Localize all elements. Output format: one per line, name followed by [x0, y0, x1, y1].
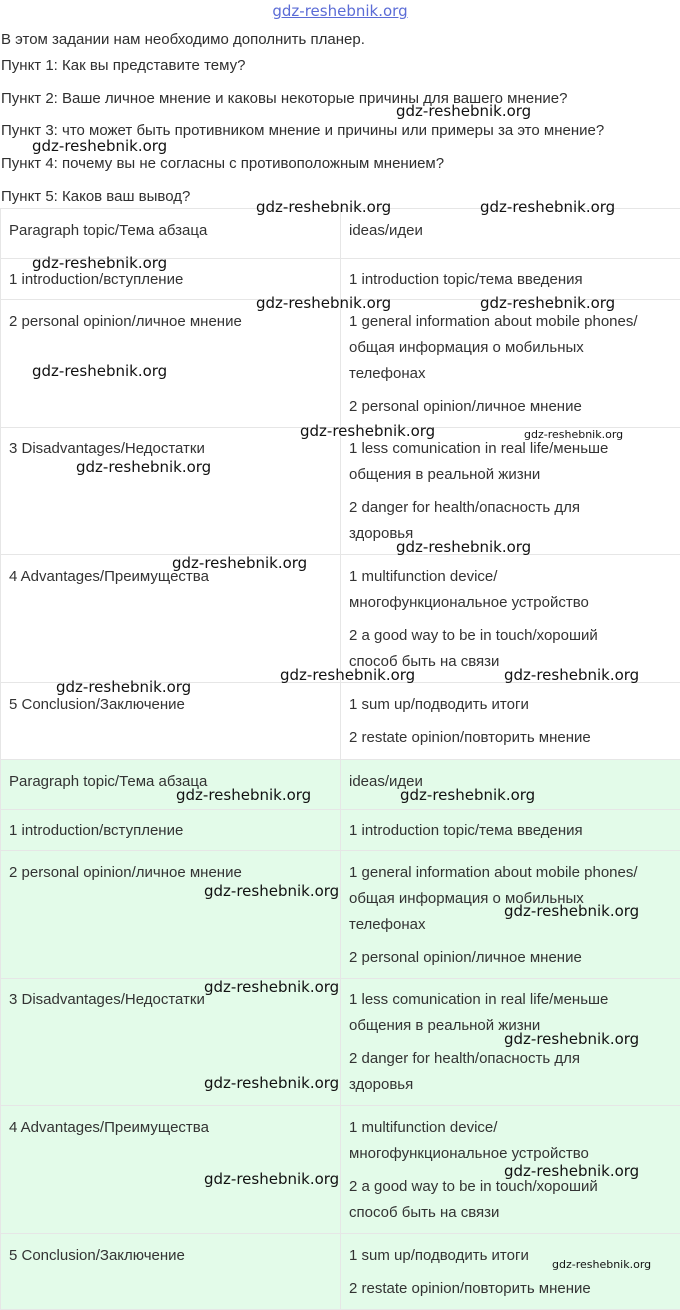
watermark: gdz-reshebnik.org	[76, 458, 212, 476]
watermark: gdz-reshebnik.org	[32, 137, 168, 155]
header-ideas: ideas/идеи	[349, 773, 423, 790]
intro-line: Пункт 2: Ваше личное мнение и каковы некоторые причины для вашего мнение?	[1, 90, 568, 107]
intro-line: Пункт 5: Каков ваш вывод?	[1, 188, 191, 205]
table-row	[1, 1106, 680, 1234]
table-header-row	[1, 209, 680, 259]
site-link[interactable]: gdz-reshebnik.org	[272, 2, 408, 20]
ideas-cell: 1 introduction topic/тема введения	[341, 810, 680, 851]
watermark: gdz-reshebnik.org	[204, 1074, 340, 1092]
table-row	[1, 300, 680, 428]
planner-table-highlighted	[0, 759, 680, 1310]
header-topic: Paragraph topic/Тема абзаца	[9, 222, 208, 239]
topic-cell: 5 Conclusion/Заключение	[1, 1234, 341, 1310]
ideas-cell: 1 introduction topic/тема введения	[341, 259, 680, 300]
ideas-cell: 1 less comunication in real life/меньше общения в реальной жизни 2 danger for health/опасность для здоровья	[341, 428, 680, 555]
ideas-cell: 1 less comunication in real life/меньше общения в реальной жизни 2 danger for health/опасность для здоровья	[341, 979, 680, 1106]
table-row	[1, 810, 680, 851]
intro-line: Пункт 1: Как вы представите тему?	[1, 57, 246, 74]
table-row	[1, 683, 680, 760]
watermark: gdz-reshebnik.org	[204, 978, 340, 996]
watermark: gdz-reshebnik.org	[504, 1030, 640, 1048]
header-topic: Paragraph topic/Тема абзаца	[9, 773, 208, 790]
header-ideas: ideas/идеи	[349, 222, 423, 239]
topic-cell: 5 Conclusion/Заключение	[1, 683, 341, 760]
ideas-cell: 1 general information about mobile phones/ общая информация о мобильных телефонах 2 personal opinion/личное мнение	[341, 851, 680, 979]
watermark: gdz-reshebnik.org	[204, 882, 340, 900]
watermark: gdz-reshebnik.org	[552, 1258, 652, 1271]
topic-cell: 3 Disadvantages/Недостатки	[1, 428, 341, 555]
ideas-cell: 1 multifunction device/ многофункциональное устройство 2 a good way to be in touch/хороший способ быть на связи	[341, 1106, 680, 1234]
ideas-cell: 1 sum up/подводить итоги 2 restate opinion/повторить мнение	[341, 1234, 680, 1310]
intro-line: В этом задании нам необходимо дополнить планер.	[1, 31, 365, 48]
ideas-cell: 1 general information about mobile phones/ общая информация о мобильных телефонах 2 personal opinion/личное мнение	[341, 300, 680, 428]
table-row	[1, 428, 680, 555]
intro-line: Пункт 3: что может быть противником мнение и причины или примеры за это мнение?	[1, 122, 605, 139]
ideas-cell: 1 multifunction device/ многофункциональное устройство 2 a good way to be in touch/хороший способ быть на связи	[341, 555, 680, 683]
topic-cell: 1 introduction/вступление	[1, 259, 341, 300]
header-cell	[1, 760, 341, 810]
watermark: gdz-reshebnik.org	[480, 294, 616, 312]
planner-table	[0, 208, 680, 760]
header-cell	[341, 209, 680, 259]
watermark: gdz-reshebnik.org	[396, 102, 532, 120]
table-header-row	[1, 760, 680, 810]
topic-cell: 1 introduction/вступление	[1, 810, 341, 851]
table-row	[1, 979, 680, 1106]
header-cell	[341, 760, 680, 810]
watermark: gdz-reshebnik.org	[524, 428, 624, 441]
watermark: gdz-reshebnik.org	[32, 362, 168, 380]
topic-cell: 4 Advantages/Преимущества	[1, 555, 341, 683]
ideas-cell: 1 sum up/подводить итоги 2 restate opinion/повторить мнение	[341, 683, 680, 760]
watermark: gdz-reshebnik.org	[300, 422, 436, 440]
watermark: gdz-reshebnik.org	[172, 554, 308, 572]
site-header	[0, 0, 680, 24]
table-row	[1, 259, 680, 300]
topic-cell: 2 personal opinion/личное мнение	[1, 300, 341, 428]
watermark: gdz-reshebnik.org	[256, 294, 392, 312]
watermark: gdz-reshebnik.org	[32, 254, 168, 272]
table-row	[1, 1234, 680, 1310]
topic-cell: 4 Advantages/Преимущества	[1, 1106, 341, 1234]
watermark: gdz-reshebnik.org	[504, 666, 640, 684]
topic-cell: 3 Disadvantages/Недостатки	[1, 979, 341, 1106]
table-row	[1, 555, 680, 683]
watermark: gdz-reshebnik.org	[480, 198, 616, 216]
table-row	[1, 851, 680, 979]
intro-line: Пункт 4: почему вы не согласны с противоположным мнением?	[1, 155, 445, 172]
watermark: gdz-reshebnik.org	[204, 1170, 340, 1188]
watermark: gdz-reshebnik.org	[56, 678, 192, 696]
topic-cell: 2 personal opinion/личное мнение	[1, 851, 341, 979]
watermark: gdz-reshebnik.org	[280, 666, 416, 684]
watermark: gdz-reshebnik.org	[504, 1162, 640, 1180]
header-cell	[1, 209, 341, 259]
watermark: gdz-reshebnik.org	[504, 902, 640, 920]
watermark: gdz-reshebnik.org	[400, 786, 536, 804]
watermark: gdz-reshebnik.org	[396, 538, 532, 556]
watermark: gdz-reshebnik.org	[256, 198, 392, 216]
watermark: gdz-reshebnik.org	[176, 786, 312, 804]
